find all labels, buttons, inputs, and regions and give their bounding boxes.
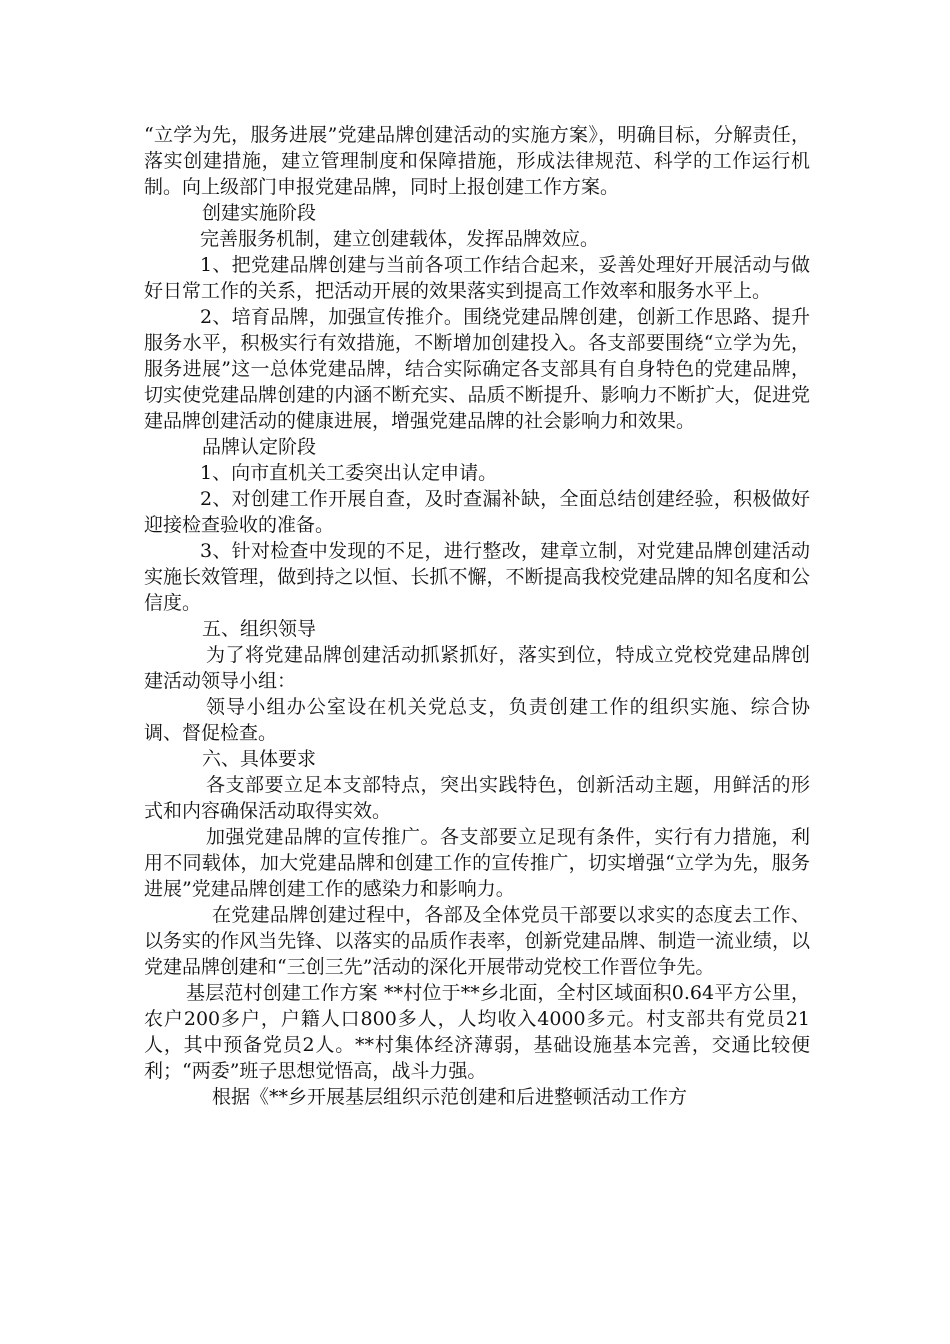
paragraph: 1、向市直机关工委突出认定申请。 bbox=[200, 462, 498, 484]
heading-organization-leadership: 五、组织领导 bbox=[202, 618, 317, 640]
paragraph: 在党建品牌创建过程中，各部及全体党员干部要以求实的态度去工作、以务实的作风当先锋、以落实的品质作表率，创新党建品牌、制造一流业绩，以党建品牌创建和“三创三先”活动的深化开展带动党校工作晋位争先。 bbox=[144, 904, 810, 978]
heading-implementation-stage: 创建实施阶段 bbox=[202, 202, 317, 224]
paragraph: 领导小组办公室设在机关党总支，负责创建工作的组织实施、综合协调、督促检查。 bbox=[144, 696, 810, 744]
paragraph: 2、对创建工作开展自查，及时查漏补缺，全面总结创建经验，积极做好迎接检查验收的准备。 bbox=[144, 488, 810, 536]
paragraph: 2、培育品牌，加强宣传推介。围绕党建品牌创建，创新工作思路、提升服务水平，积极实行有效措施，不断增加创建投入。各支部要围绕“立学为先，服务进展”这一总体党建品牌，结合实际确定各支部具有自身特色的党建品牌，切实使党建品牌创建的内涵不断充实、品质不断提升、影响力不断扩大，促进党建品牌创建活动的健康进展，增强党建品牌的社会影响力和效果。 bbox=[144, 306, 810, 432]
paragraph: 各支部要立足本支部特点，突出实践特色，创新活动主题，用鲜活的形式和内容确保活动取得实效。 bbox=[144, 774, 810, 822]
document-body bbox=[144, 122, 810, 1110]
paragraph: 完善服务机制，建立创建载体，发挥品牌效应。 bbox=[200, 228, 600, 250]
paragraph: 1、把党建品牌创建与当前各项工作结合起来，妥善处理好开展活动与做好日常工作的关系，把活动开展的效果落实到提高工作效率和服务水平上。 bbox=[144, 254, 810, 302]
paragraph-village-plan: 基层范村创建工作方案 **村位于**乡北面，全村区域面积0.64平方公里，农户200多户，户籍人口800多人，人均收入4000多元。村支部共有党员21人，其中预备党员2人。**村集体经济薄弱，基础设施基本完善，交通比较便利；“两委”班子思想觉悟高，战斗力强。 bbox=[144, 982, 810, 1082]
paragraph: 3、针对检查中发现的不足，进行整改，建章立制，对党建品牌创建活动实施长效管理，做到持之以恒、长抓不懈，不断提高我校党建品牌的知名度和公信度。 bbox=[144, 540, 810, 614]
heading-recognition-stage: 品牌认定阶段 bbox=[202, 436, 317, 458]
paragraph: 根据《**乡开展基层组织示范创建和后进整顿活动工作方 bbox=[212, 1086, 688, 1108]
heading-specific-requirements: 六、具体要求 bbox=[202, 748, 317, 770]
paragraph: 为了将党建品牌创建活动抓紧抓好，落实到位，特成立党校党建品牌创建活动领导小组： bbox=[144, 644, 810, 692]
paragraph-intro: “立学为先，服务进展”党建品牌创建活动的实施方案》，明确目标，分解责任，落实创建措施，建立管理制度和保障措施，形成法律规范、科学的工作运行机制。向上级部门申报党建品牌，同时上报创建工作方案。 bbox=[144, 124, 810, 198]
paragraph: 加强党建品牌的宣传推广。各支部要立足现有条件，实行有力措施，利用不同载体，加大党建品牌和创建工作的宣传推广，切实增强“立学为先，服务进展”党建品牌创建工作的感染力和影响力。 bbox=[144, 826, 810, 900]
